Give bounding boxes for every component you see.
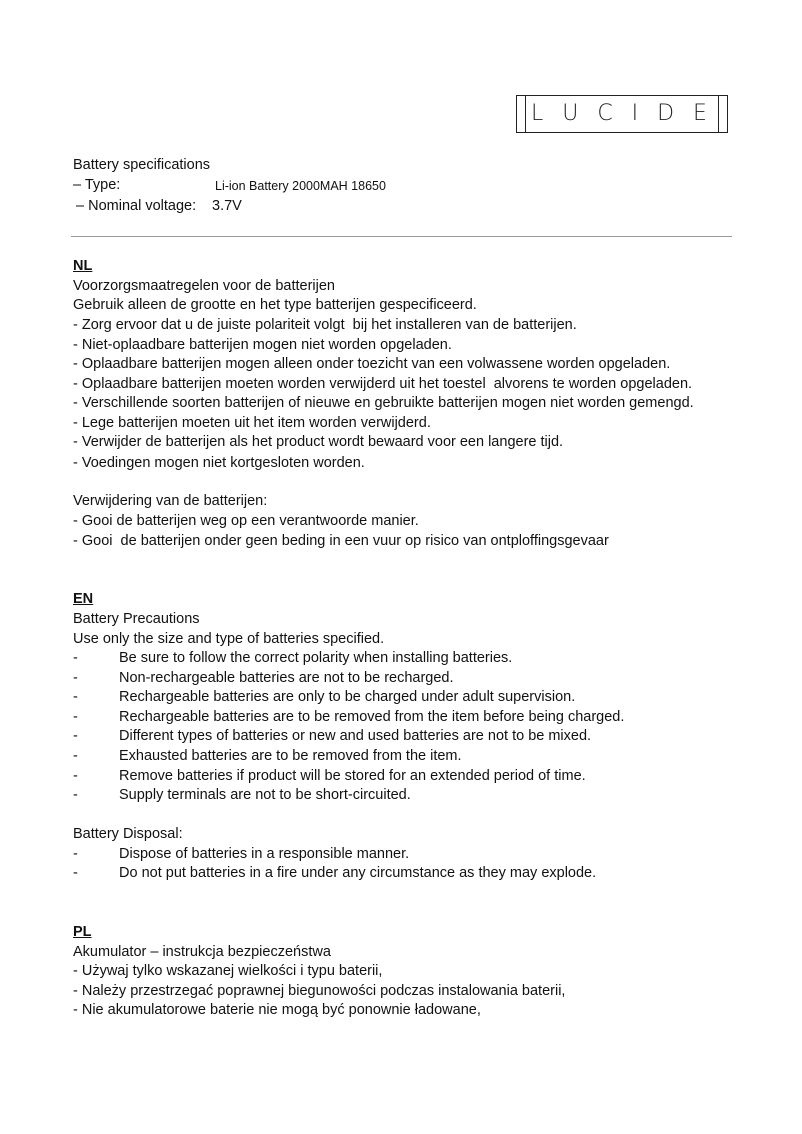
en-list-dash: - [73,650,78,666]
nl-disposal-item: - Gooi de batterijen onder geen beding in een vuur op risico van ontploffingsgevaar [73,533,609,549]
specs-heading: Battery specifications [73,157,211,173]
en-list-dash: - [73,748,78,764]
en-disposal-item: Do not put batteries in a fire under any circumstance as they may explode. [119,865,597,881]
en-intro: Use only the size and type of batteries specified. [73,631,385,647]
nl-list-item: - Zorg ervoor dat u de juiste polariteit volgt bij het installeren van de batterijen. [73,317,577,333]
logo-letter: U [562,101,585,126]
nl-intro: Gebruik alleen de grootte en het type batterijen gespecificeerd. [73,297,477,313]
pl-list-item: - Nie akumulatorowe baterie nie mogą być ponownie ładowane, [73,1002,481,1018]
logo-left-bar [517,96,526,132]
pl-title: Akumulator – instrukcja bezpieczeństwa [73,944,331,960]
logo-letter: D [657,101,681,126]
en-list-item: Non-rechargeable batteries are not to be recharged. [119,670,454,686]
en-list-item: Rechargeable batteries are to be removed from the item before being charged. [119,709,625,725]
en-title: Battery Precautions [73,611,200,627]
pl-section-code: PL [73,924,92,940]
pl-list-item: - Należy przestrzegać poprawnej biegunowości podczas instalowania baterii, [73,983,566,999]
specs-type-value: Li-ion Battery 2000MAH 18650 [215,179,386,193]
nl-list-item: - Oplaadbare batterijen moeten worden verwijderd uit het toestel alvorens te worden opgeladen. [73,376,693,392]
logo-letter: C [597,101,619,126]
logo-letter: E [693,101,713,126]
nl-list-item: - Voedingen mogen niet kortgesloten worden. [73,455,365,471]
en-list-dash: - [73,728,78,744]
nl-list-item: - Niet-oplaadbare batterijen mogen niet worden opgeladen. [73,337,452,353]
en-list-dash: - [73,768,78,784]
en-list-dash: - [73,846,78,862]
logo-right-bar [718,96,727,132]
specs-type-label: – Type: [73,177,121,193]
nl-list-item: - Oplaadbare batterijen mogen alleen onder toezicht van een volwassene worden opgeladen. [73,356,671,372]
en-section-code: EN [73,591,94,607]
en-list-dash: - [73,709,78,725]
en-list-dash: - [73,787,78,803]
nl-disposal-item: - Gooi de batterijen weg op een verantwoorde manier. [73,513,419,529]
en-list-dash: - [73,689,78,705]
en-list-item: Be sure to follow the correct polarity when installing batteries. [119,650,513,666]
specs-voltage-value: 3.7V [212,198,242,214]
nl-section-code: NL [73,258,93,274]
lucide-logo [516,95,728,133]
nl-disposal-title: Verwijdering van de batterijen: [73,493,268,509]
nl-list-item: - Verwijder de batterijen als het product wordt bewaard voor een langere tijd. [73,434,564,450]
en-list-item: Remove batteries if product will be stored for an extended period of time. [119,768,586,784]
en-list-item: Different types of batteries or new and used batteries are not to be mixed. [119,728,592,744]
specs-voltage-label: – Nominal voltage: [72,198,197,214]
en-list-item: Supply terminals are not to be short-circuited. [119,787,411,803]
nl-list-item: - Verschillende soorten batterijen of nieuwe en gebruikte batterijen mogen niet worden gemengd. [73,395,694,411]
en-list-dash: - [73,865,78,881]
logo-letter: I [631,101,645,126]
en-list-item: Exhausted batteries are to be removed from the item. [119,748,462,764]
en-list-item: Rechargeable batteries are only to be charged under adult supervision. [119,689,576,705]
nl-title: Voorzorgsmaatregelen voor de batterijen [73,278,335,294]
pl-list-item: - Używaj tylko wskazanej wielkości i typu baterii, [73,963,383,979]
nl-list-item: - Lege batterijen moeten uit het item worden verwijderd. [73,415,431,431]
logo-letters [531,101,713,126]
en-list-dash: - [73,670,78,686]
en-disposal-item: Dispose of batteries in a responsible manner. [119,846,410,862]
logo-letter: L [531,101,550,126]
section-divider [71,236,732,237]
en-disposal-title: Battery Disposal: [73,826,183,842]
